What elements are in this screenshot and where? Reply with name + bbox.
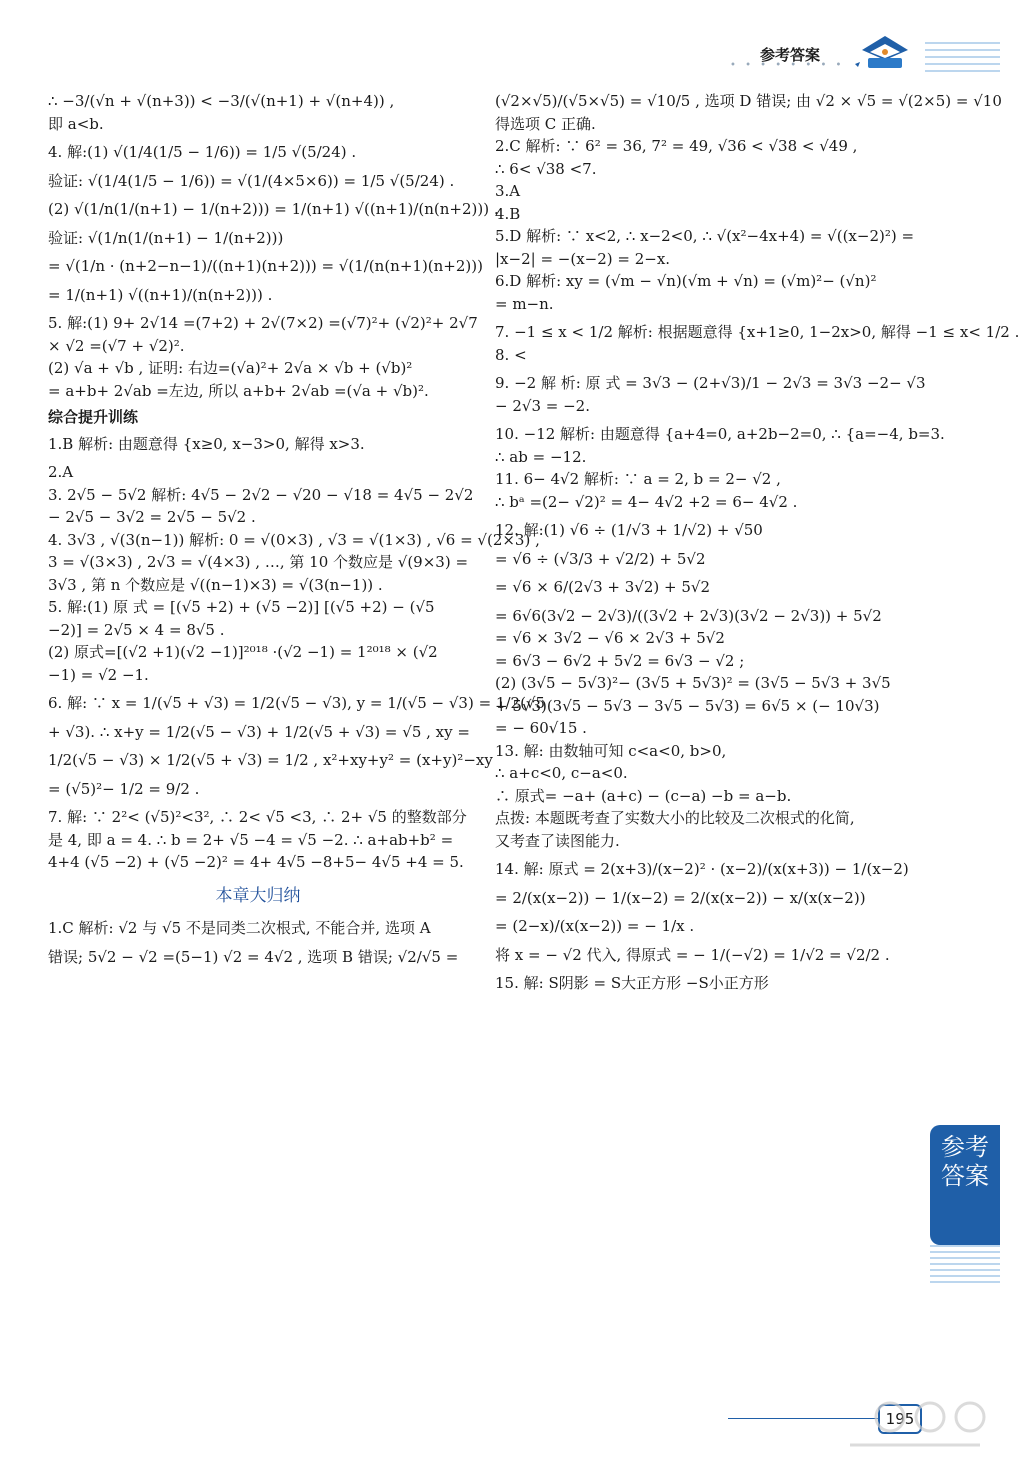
answer-line: 1.B 解析: 由题意得 {x≥0, x−3>0, 解得 x>3. [48,434,365,453]
answer-line: = − 60√15 . [495,719,587,737]
answer-line: ∴ −3/(√n + √(n+3)) < −3/(√(n+1) + √(n+4)) , [48,92,395,110]
answer-line: 是 4, 即 a = 4. ∴ b = 2+ √5 −4 = √5 −2. ∴ a+ab+b² = [48,830,454,849]
answer-line: − 2√5 − 3√2 = 2√5 − 5√2 . [48,508,256,526]
answer-line: (2) 原式=[(√2 +1)(√2 −1)]²⁰¹⁸ ·(√2 −1) = 1²⁰¹⁸ × (√2 [48,643,438,661]
answer-line: 3. 2√5 − 5√2 解析: 4√5 − 2√2 − √20 − √18 = 4√5 − 2√2 [48,485,474,504]
answer-line: (√2×√5)/(√5×√5) = √10/5 , 选项 D 错误; 由 √2 × √5 = √(2×5) = √10 [495,92,1002,110]
mxqe-watermark [830,1395,1000,1465]
answer-line: = 1/(n+1) √((n+1)/(n(n+2))) . [48,285,273,304]
answer-line: 4+4 (√5 −2) + (√5 −2)² = 4+ 4√5 −8+5− 4√5 +4 = 5. [48,853,464,871]
header-title: 参考答案 [760,46,821,64]
answer-line: 4.B [495,204,521,223]
answer-line: = √6 × 3√2 − √6 × 2√3 + 5√2 [495,629,725,647]
answer-line: 3√3 , 第 n 个数应是 √((n−1)×3) = √(3(n−1)) . [48,575,383,594]
answer-line: 5. 解:(1) 9+ 2√14 =(7+2) + 2√(7×2) =(√7)²+ (√2)²+ 2√7 [48,314,478,332]
answer-line: 3.A [495,182,521,200]
book-badge-logo [850,30,920,74]
answer-line: 7. 解: ∵ 2²< (√5)²<3², ∴ 2< √5 <3, ∴ 2+ √5 的整数部分 [48,808,467,826]
answer-line: 又考查了读图能力. [495,831,620,850]
answer-line: 14. 解: 原式 = 2(x+3)/(x−2)² · (x−2)/(x(x+3)) − 1/(x−2) [495,860,909,878]
answer-line: = √6 ÷ (√3/3 + √2/2) + 5√2 [495,549,706,568]
answer-line: 10. −12 解析: 由题意得 {a+4=0, a+2b−2=0, ∴ {a=−4, b=3. [495,425,945,443]
answer-line: − 2√3 = −2. [495,396,590,415]
answer-line: + 5√3)(3√5 − 5√3 − 3√5 − 5√3) = 6√5 × (− 10√3) [495,696,880,715]
answer-line: (2) √(1/n(1/(n+1) − 1/(n+2))) = 1/(n+1) √((n+1)/(n(n+2))) . [48,200,499,218]
answer-line: ∴ bᵃ =(2− √2)² = 4− 4√2 +2 = 6− 4√2 . [495,492,798,511]
answer-line: 15. 解: S阴影 = S大正方形 −S小正方形 [495,974,769,992]
answer-line: 4. 解:(1) √(1/4(1/5 − 1/6)) = 1/5 √(5/24) . [48,143,357,161]
answer-line: 13. 解: 由数轴可知 c<a<0, b>0, [495,741,727,760]
answer-line: 5. 解:(1) 原 式 = [(√5 +2) + (√5 −2)] [(√5 +2) − (√5 [48,598,435,616]
side-tab [930,1125,1000,1245]
answer-line: ∴ a+c<0, c−a<0. [495,764,628,782]
side-stripes [930,1245,1000,1285]
answer-line: 将 x = − √2 代入, 得原式 = − 1/(−√2) = 1/√2 = √2/2 . [495,945,890,964]
answer-line: 错误; 5√2 − √2 =(5−1) √2 = 4√2 , 选项 B 错误; √2/√5 = [48,947,459,966]
answer-line: = 6√6(3√2 − 2√3)/((3√2 + 2√3)(3√2 − 2√3)) + 5√2 [495,606,882,625]
answer-line: −1) = √2 −1. [48,665,149,684]
answer-line: = a+b+ 2√ab =左边, 所以 a+b+ 2√ab =(√a + √b)². [48,381,429,400]
answer-line: 1/2(√5 − √3) × 1/2(√5 + √3) = 1/2 , x²+xy+y² = (x+y)²−xy [48,751,493,769]
answer-line: = √6 × 6/(2√3 + 3√2) + 5√2 [495,578,710,596]
answer-line: 得选项 C 正确. [495,114,596,133]
answer-line: 验证: √(1/4(1/5 − 1/6)) = √(1/(4×5×6)) = 1/5 √(5/24) . [48,171,455,190]
header-stripes [925,42,1000,76]
answer-line: −2)] = 2√5 × 4 = 8√5 . [48,620,225,639]
answer-line: = (2−x)/(x(x−2)) = − 1/x . [495,917,695,935]
answer-line: 9. −2 解 析: 原 式 = 3√3 − (2+√3)/1 − 2√3 = 3√3 −2− √3 [495,374,926,392]
header-dots: • • • • • • • • [730,60,845,71]
answer-line: = (√5)²− 1/2 = 9/2 . [48,779,200,798]
answer-line: 6. 解: ∵ x = 1/(√5 + √3) = 1/2(√5 − √3), y = 1/(√5 − √3) = 1/2(√5 [48,694,546,712]
answer-line: = 2/(x(x−2)) − 1/(x−2) = 2/(x(x−2)) − x/(x(x−2)) [495,888,866,907]
answer-line: × √2 =(√7 + √2)². [48,336,185,355]
answer-line: 12. 解:(1) √6 ÷ (1/√3 + 1/√2) + √50 [495,521,763,539]
page-header [720,30,1000,90]
section-heading: 综合提升训练 [48,408,139,426]
answer-line: 5.D 解析: ∵ x<2, ∴ x−2<0, ∴ √(x²−4x+4) = √((x−2)²) = [495,227,915,245]
answer-line: 3 = √(3×3) , 2√3 = √(4×3) , …, 第 10 个数应是 √(9×3) = [48,553,469,571]
answer-line: ∴ 6< √38 <7. [495,159,597,178]
answer-line: 2.A [48,463,74,481]
answer-line: ∴ 原式= −a+ (a+c) − (c−a) −b = a−b. [495,786,792,805]
answer-line: 点拨: 本题既考查了实数大小的比较及二次根式的化简, [495,809,855,827]
answer-line: = 6√3 − 6√2 + 5√2 = 6√3 − √2 ; [495,651,745,670]
answer-line: 验证: √(1/n(1/(n+1) − 1/(n+2))) [48,228,284,247]
answer-line: ∴ ab = −12. [495,447,587,466]
page-number: 195 [878,1404,922,1434]
right-column [495,90,1019,995]
answer-line: 2.C 解析: ∵ 6² = 36, 7² = 49, √36 < √38 < √49 , [495,137,858,155]
side-tab-label: 参考答案 [941,1133,989,1190]
answer-line: 7. −1 ≤ x < 1/2 解析: 根据题意得 {x+1≥0, 1−2x>0, 解得 −1 ≤ x< 1/2 . [495,323,1019,341]
answer-line: 11. 6− 4√2 解析: ∵ a = 2, b = 2− √2 , [495,470,781,488]
answer-line: 8. < [495,345,527,364]
answer-line: |x−2| = −(x−2) = 2−x. [495,249,671,268]
answer-line: 6.D 解析: xy = (√m − √n)(√m + √n) = (√m)²− (√n)² [495,272,877,290]
answer-line: 即 a<b. [48,114,104,133]
answer-line: = m−n. [495,294,554,313]
answer-line: (2) √a + √b , 证明: 右边=(√a)²+ 2√a × √b + (√b)² [48,359,413,377]
answer-line: 4. 3√3 , √(3(n−1)) 解析: 0 = √(0×3) , √3 = √(1×3) , √6 = √(2×3) , [48,530,540,549]
answer-line: 1.C 解析: √2 与 √5 不是同类二次根式, 不能合并, 选项 A [48,919,431,937]
answer-line: = √(1/n · (n+2−n−1)/((n+1)(n+2))) = √(1/(n(n+1)(n+2))) [48,257,483,275]
answer-line: + √3). ∴ x+y = 1/2(√5 − √3) + 1/2(√5 + √3) = √5 , xy = [48,722,470,741]
chapter-title: 本章大归纳 [215,885,301,906]
answer-line: (2) (3√5 − 5√3)²− (3√5 + 5√3)² = (3√5 − 5√3 + 3√5 [495,674,891,692]
